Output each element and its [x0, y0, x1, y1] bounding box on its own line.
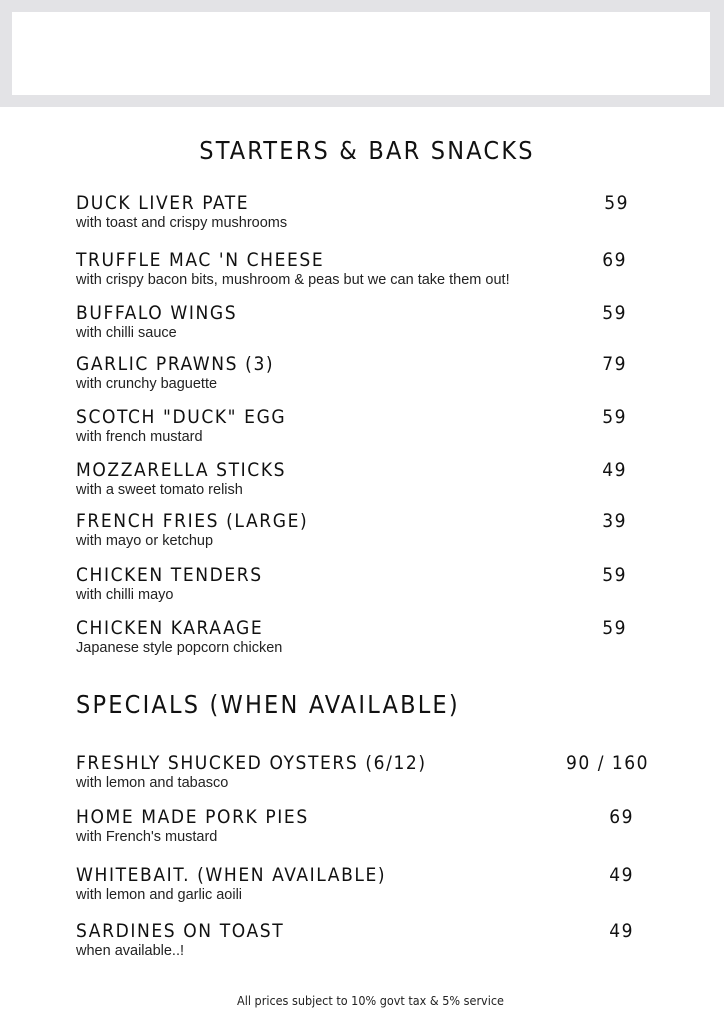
menu-item-name: MOZZARELLA STICKS: [76, 459, 287, 481]
menu-item-name: DUCK LIVER PATE: [76, 192, 250, 214]
menu-item: [76, 564, 676, 604]
header-blank-box: [12, 12, 710, 95]
menu-item: [76, 920, 676, 960]
menu-item-price: 49: [609, 920, 634, 942]
footer-note: All prices subject to 10% govt tax & 5% service: [237, 993, 504, 1008]
menu-item-price: 49: [602, 459, 627, 481]
menu-item-price: 49: [609, 864, 634, 886]
menu-item-desc: with chilli mayo: [76, 587, 174, 603]
menu-item-name: CHICKEN TENDERS: [76, 564, 263, 586]
menu-item: [76, 249, 676, 289]
menu-item-name: FRENCH FRIES (LARGE): [76, 510, 309, 532]
menu-item: [76, 459, 676, 499]
menu-item-price: 79: [602, 353, 627, 375]
menu-item: [76, 864, 676, 904]
menu-item-name: TRUFFLE MAC 'N CHEESE: [76, 249, 325, 271]
section-title-starters: STARTERS & BAR SNACKS: [199, 136, 535, 165]
menu-item-price: 39: [602, 510, 627, 532]
menu-item-name: BUFFALO WINGS: [76, 302, 238, 324]
menu-item-name: FRESHLY SHUCKED OYSTERS (6/12): [76, 752, 427, 774]
menu-item-desc: with French's mustard: [76, 829, 218, 845]
menu-item-name: CHICKEN KARAAGE: [76, 617, 264, 639]
menu-item: [76, 510, 676, 550]
menu-item-desc: with mayo or ketchup: [76, 533, 214, 549]
menu-item: [76, 302, 676, 342]
menu-item-desc: with french mustard: [76, 429, 203, 445]
menu-item-price: 69: [609, 806, 634, 828]
menu-item: [76, 752, 676, 792]
menu-item-price: 59: [602, 564, 627, 586]
menu-item: [76, 806, 676, 846]
menu-item-desc: with crispy bacon bits, mushroom & peas but we can take them out!: [76, 272, 510, 288]
menu-item-desc: Japanese style popcorn chicken: [76, 640, 283, 656]
menu-item-desc: with chilli sauce: [76, 325, 177, 341]
menu-item-desc: when available..!: [76, 943, 185, 959]
menu-item-price: 69: [602, 249, 627, 271]
menu-item-desc: with toast and crispy mushrooms: [76, 215, 288, 231]
menu-item-price: 59: [602, 406, 627, 428]
menu-item-name: GARLIC PRAWNS (3): [76, 353, 275, 375]
menu-item-desc: with crunchy baguette: [76, 376, 218, 392]
menu-item-price: 59: [602, 617, 627, 639]
menu-item-desc: with a sweet tomato relish: [76, 482, 243, 498]
menu-item-desc: with lemon and garlic aoili: [76, 887, 243, 903]
menu-item-price: 59: [604, 192, 629, 214]
menu-item: [76, 192, 676, 232]
menu-item-desc: with lemon and tabasco: [76, 775, 229, 791]
menu-item-price: 90 / 160: [566, 752, 649, 774]
menu-item-name: SARDINES ON TOAST: [76, 920, 285, 942]
menu-item-name: HOME MADE PORK PIES: [76, 806, 309, 828]
section-title-specials: SPECIALS (WHEN AVAILABLE): [76, 690, 460, 719]
menu-item: [76, 406, 676, 446]
menu-item-price: 59: [602, 302, 627, 324]
menu-item: [76, 617, 676, 657]
menu-item-name: WHITEBAIT. (WHEN AVAILABLE): [76, 864, 387, 886]
menu-item: [76, 353, 676, 393]
menu-item-name: SCOTCH "DUCK" EGG: [76, 406, 287, 428]
header-band: [0, 0, 724, 107]
